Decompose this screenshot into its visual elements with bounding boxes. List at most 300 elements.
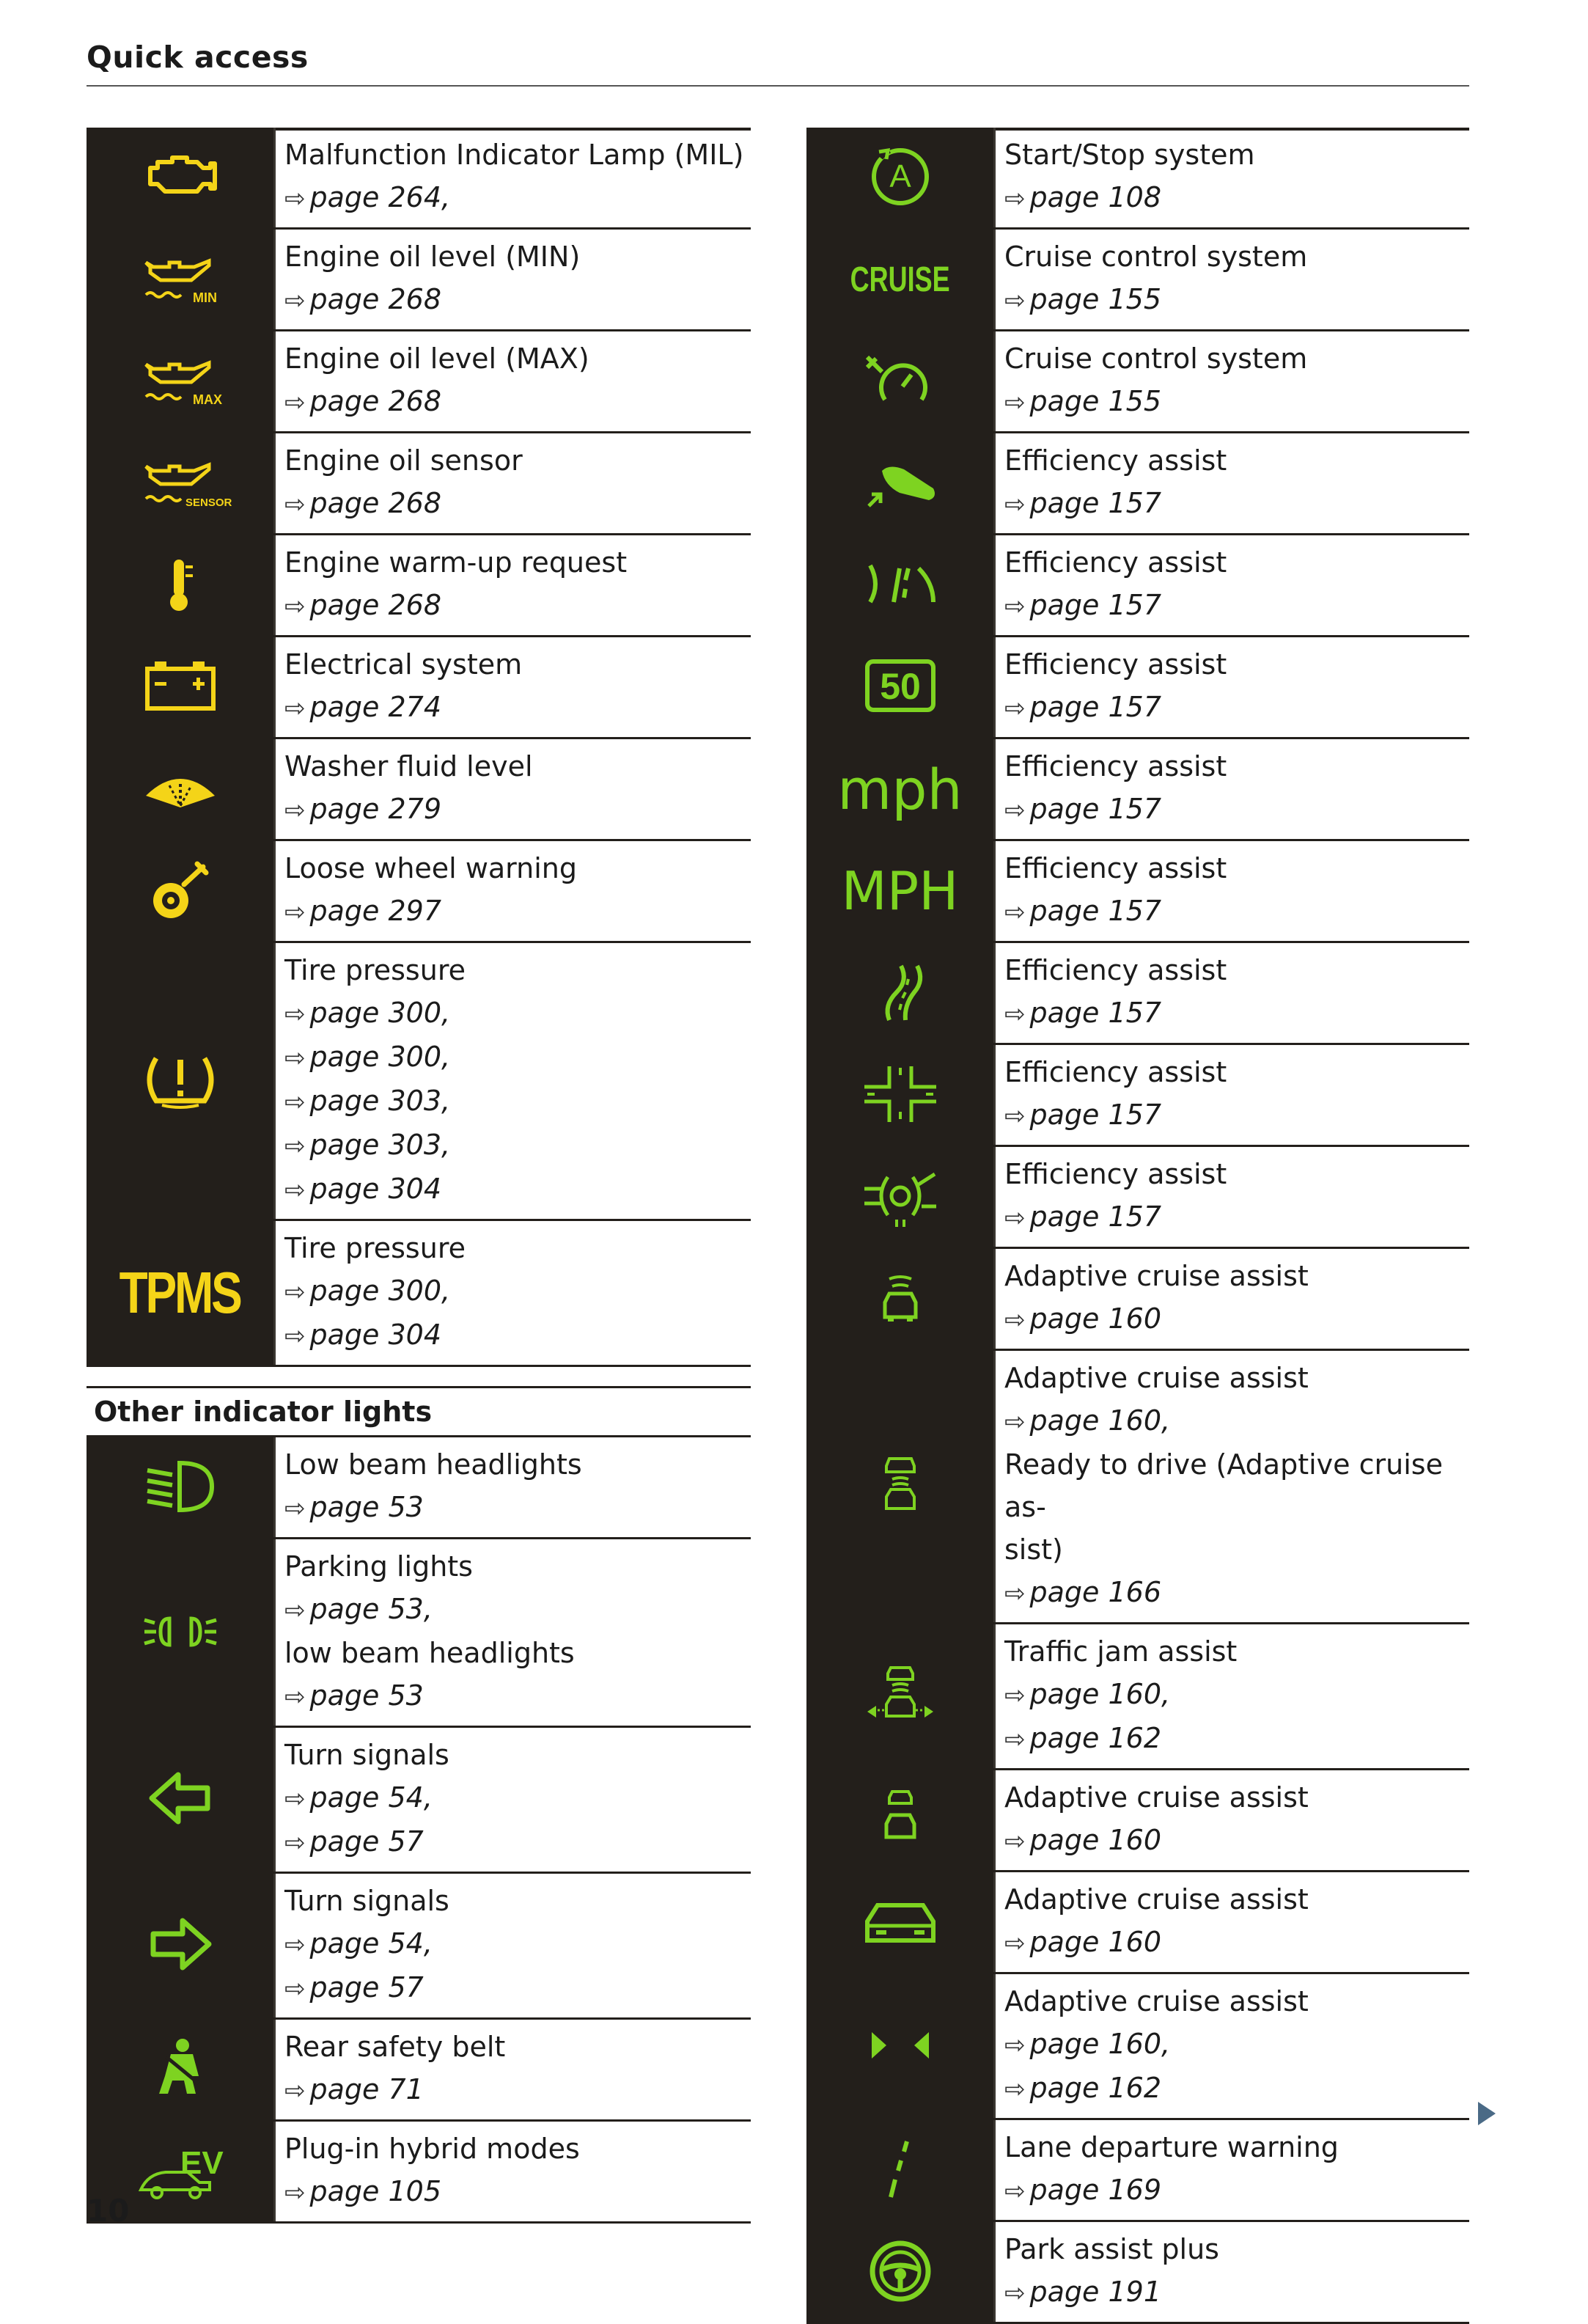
washer-fluid-icon bbox=[140, 755, 221, 824]
page-reference-text: page 54, bbox=[309, 1781, 433, 1814]
page-reference-text: page 157 bbox=[1029, 589, 1162, 621]
page-reference-link[interactable] bbox=[1004, 2169, 1469, 2213]
traffic-jam-icon bbox=[860, 1663, 941, 1729]
reference-arrow-icon: ⇨ bbox=[284, 184, 306, 213]
start-stop-icon bbox=[860, 143, 941, 212]
title-divider bbox=[87, 85, 1469, 87]
description-cell bbox=[276, 535, 751, 635]
icon-cell bbox=[87, 1874, 276, 2017]
page-reference-link[interactable] bbox=[1004, 991, 1469, 1035]
tire-pressure-icon bbox=[140, 1046, 221, 1115]
table-row bbox=[806, 1770, 1469, 1872]
page-reference-link[interactable] bbox=[1004, 482, 1469, 526]
icon-cell bbox=[806, 1770, 996, 1870]
description-text: Engine oil level (MAX) bbox=[284, 342, 589, 375]
speed-limit-50-icon bbox=[860, 653, 941, 722]
page-reference-text: page 53 bbox=[309, 1679, 424, 1712]
table-row bbox=[87, 230, 751, 331]
table-row bbox=[87, 1437, 751, 1539]
description-text: Tire pressure bbox=[284, 1232, 466, 1264]
page-reference-link[interactable] bbox=[284, 482, 751, 526]
left-column bbox=[87, 128, 751, 2224]
winding-road-icon bbox=[860, 958, 941, 1027]
reference-arrow-icon: ⇨ bbox=[284, 796, 306, 825]
cruise-text-icon: CRUISE bbox=[850, 260, 950, 299]
description-cell bbox=[276, 943, 751, 1219]
acc-car-icon bbox=[860, 1264, 941, 1333]
description-text: Loose wheel warning bbox=[284, 852, 577, 884]
page-reference-link[interactable] bbox=[284, 176, 751, 220]
description-text: Low beam headlights bbox=[284, 1448, 582, 1481]
reference-arrow-icon: ⇨ bbox=[1004, 1725, 1026, 1754]
reference-arrow-icon: ⇨ bbox=[284, 898, 306, 927]
icon-cell bbox=[806, 1624, 996, 1768]
page-reference-link[interactable] bbox=[1004, 1717, 1469, 1761]
page-reference-text: page 304 bbox=[309, 1319, 442, 1351]
page-reference-text: page 304 bbox=[309, 1173, 442, 1205]
icon-cell bbox=[87, 230, 276, 329]
page-reference-text: page 57 bbox=[309, 1825, 424, 1858]
description-cell bbox=[996, 1770, 1469, 1870]
page-reference-link[interactable] bbox=[284, 1079, 751, 1123]
reference-arrow-icon: ⇨ bbox=[1004, 1681, 1026, 1710]
section-heading-other-indicator-lights: Other indicator lights bbox=[87, 1386, 751, 1437]
turn-left-icon bbox=[140, 1765, 221, 1834]
page-reference-text: page 160 bbox=[1029, 1824, 1162, 1856]
lane-departure-icon bbox=[860, 2136, 941, 2204]
description-text: Cruise control system bbox=[1004, 342, 1308, 375]
reference-arrow-icon: ⇨ bbox=[284, 1132, 306, 1161]
icon-cell bbox=[87, 2020, 276, 2119]
table-row bbox=[87, 637, 751, 739]
page-reference-link[interactable] bbox=[1004, 1093, 1469, 1137]
table-row bbox=[806, 2120, 1469, 2222]
page-reference-link[interactable] bbox=[284, 1168, 751, 1212]
reference-arrow-icon: ⇨ bbox=[1004, 898, 1026, 927]
icon-cell bbox=[806, 230, 996, 329]
page-reference-link[interactable] bbox=[284, 380, 751, 424]
page-reference-text: page 157 bbox=[1029, 1099, 1162, 1131]
table-row bbox=[87, 1539, 751, 1728]
icon-cell bbox=[806, 2120, 996, 2220]
reference-arrow-icon: ⇨ bbox=[284, 1596, 306, 1625]
page-reference-text: page 169 bbox=[1029, 2174, 1162, 2206]
icon-cell bbox=[806, 1147, 996, 1247]
description-text: Start/Stop system bbox=[1004, 139, 1255, 171]
reference-arrow-icon: ⇨ bbox=[284, 490, 306, 519]
description-cell bbox=[996, 230, 1469, 329]
table-row bbox=[806, 637, 1469, 739]
page-reference-link[interactable] bbox=[284, 278, 751, 322]
page-reference-text: page 155 bbox=[1029, 385, 1162, 417]
icon-cell bbox=[87, 739, 276, 839]
table-row bbox=[87, 1728, 751, 1874]
page-reference-text: page 160, bbox=[1029, 1678, 1171, 1710]
page-reference-text: page 191 bbox=[1029, 2276, 1162, 2308]
description-cell bbox=[996, 1872, 1469, 1972]
description-text: Efficiency assist bbox=[1004, 1158, 1227, 1190]
table-row bbox=[87, 841, 751, 943]
efficiency-curve-icon bbox=[860, 551, 941, 620]
page-reference-link[interactable] bbox=[284, 1035, 751, 1079]
page-reference-text: page 264, bbox=[309, 181, 451, 213]
page-reference-link[interactable] bbox=[284, 1674, 751, 1718]
reference-arrow-icon: ⇨ bbox=[1004, 2075, 1026, 2104]
page-reference-link[interactable] bbox=[284, 1966, 751, 2010]
description-cell bbox=[276, 739, 751, 839]
reference-arrow-icon: ⇨ bbox=[1004, 286, 1026, 315]
page-reference-link[interactable] bbox=[284, 1123, 751, 1168]
table-row bbox=[806, 1045, 1469, 1147]
description-cell bbox=[996, 128, 1469, 227]
description-text: Cruise control system bbox=[1004, 241, 1308, 273]
page-reference-text: page 279 bbox=[309, 793, 442, 825]
description-text: Engine oil sensor bbox=[284, 444, 523, 477]
page-reference-link[interactable] bbox=[1004, 1673, 1469, 1717]
description-text: Turn signals bbox=[284, 1885, 449, 1917]
page-reference-text: page 300, bbox=[309, 1275, 451, 1307]
page-reference-link[interactable] bbox=[1004, 788, 1469, 832]
page-reference-text: page 162 bbox=[1029, 1722, 1162, 1754]
page-reference-link[interactable] bbox=[1004, 1399, 1469, 1443]
description-cell bbox=[276, 331, 751, 431]
page-reference-text: page 157 bbox=[1029, 691, 1162, 723]
table-row bbox=[806, 1249, 1469, 1351]
reference-arrow-icon: ⇨ bbox=[1004, 388, 1026, 417]
icon-cell bbox=[806, 1974, 996, 2118]
description-cell bbox=[996, 2222, 1469, 2322]
page-reference-text: page 162 bbox=[1029, 2072, 1162, 2104]
page-reference-link[interactable] bbox=[1004, 380, 1469, 424]
loose-wheel-icon bbox=[140, 857, 221, 925]
table-row bbox=[87, 535, 751, 637]
table-row bbox=[806, 1147, 1469, 1249]
icon-cell bbox=[87, 1221, 276, 1365]
icon-cell bbox=[87, 128, 276, 227]
reference-arrow-icon: ⇨ bbox=[284, 592, 306, 621]
reference-arrow-icon: ⇨ bbox=[1004, 1305, 1026, 1335]
thermometer-icon bbox=[140, 551, 221, 620]
svg-text:A: A bbox=[889, 158, 911, 194]
table-row bbox=[806, 230, 1469, 331]
page-reference-link[interactable] bbox=[1004, 2023, 1469, 2067]
description-cell bbox=[996, 943, 1469, 1043]
page-reference-text: page 157 bbox=[1029, 487, 1162, 519]
page-title: Quick access bbox=[87, 40, 309, 75]
tpms-icon: TPMS bbox=[119, 1260, 240, 1325]
description-cell bbox=[276, 637, 751, 737]
description-cell bbox=[276, 128, 751, 227]
icon-cell bbox=[806, 739, 996, 839]
description-text: Efficiency assist bbox=[1004, 852, 1227, 884]
reference-arrow-icon: ⇨ bbox=[284, 1088, 306, 1117]
table-row bbox=[87, 128, 751, 230]
description-text: Tire pressure bbox=[284, 954, 466, 986]
svg-text:EV: EV bbox=[180, 2145, 224, 2181]
page-reference-text: page 108 bbox=[1029, 181, 1162, 213]
description-text: Plug-in hybrid modes bbox=[284, 2133, 580, 2165]
page-reference-link[interactable] bbox=[284, 1776, 751, 1820]
description-text: Turn signals bbox=[284, 1739, 449, 1771]
reference-arrow-icon: ⇨ bbox=[1004, 490, 1026, 519]
description-text: Rear safety belt bbox=[284, 2031, 506, 2063]
description-text: Traffic jam assist bbox=[1004, 1635, 1238, 1668]
table-row bbox=[806, 1872, 1469, 1974]
page-reference-link[interactable] bbox=[1004, 1921, 1469, 1965]
reference-arrow-icon: ⇨ bbox=[284, 1828, 306, 1858]
page-reference-link[interactable] bbox=[284, 788, 751, 832]
acc-triangles-icon bbox=[860, 2012, 941, 2081]
battery-icon bbox=[140, 653, 221, 722]
icon-cell bbox=[87, 1437, 276, 1537]
table-row bbox=[87, 943, 751, 1221]
efficiency-foot-icon bbox=[860, 449, 941, 518]
table-row bbox=[87, 433, 751, 535]
description-cell bbox=[996, 2120, 1469, 2220]
reference-arrow-icon: ⇨ bbox=[1004, 796, 1026, 825]
reference-arrow-icon: ⇨ bbox=[284, 1974, 306, 2004]
page-reference-text: page 268 bbox=[309, 385, 442, 417]
page-reference-link[interactable] bbox=[284, 2170, 751, 2214]
page-reference-link[interactable] bbox=[1004, 176, 1469, 220]
description-text: Ready to drive (Adaptive cruise as- bbox=[1004, 1448, 1443, 1523]
page-reference-text: page 160, bbox=[1029, 1404, 1171, 1437]
table-row bbox=[87, 2020, 751, 2122]
page-reference-text: page 54, bbox=[309, 1927, 433, 1960]
description-cell bbox=[996, 1974, 1469, 2118]
icon-cell bbox=[806, 841, 996, 941]
reference-arrow-icon: ⇨ bbox=[1004, 1203, 1026, 1233]
description-text: sist) bbox=[1004, 1533, 1063, 1566]
acc-large-car-icon bbox=[860, 1888, 941, 1957]
page-reference-link[interactable] bbox=[1004, 890, 1469, 934]
icon-cell bbox=[87, 331, 276, 431]
parking-lights-icon bbox=[140, 1598, 221, 1667]
icon-cell bbox=[806, 943, 996, 1043]
table-row bbox=[87, 1874, 751, 2020]
description-cell bbox=[996, 739, 1469, 839]
page-reference-link[interactable] bbox=[284, 890, 751, 934]
page-reference-link[interactable] bbox=[1004, 1571, 1469, 1615]
roundabout-icon bbox=[860, 1162, 941, 1231]
page-reference-text: page 157 bbox=[1029, 997, 1162, 1029]
page-reference-link[interactable] bbox=[284, 1922, 751, 1966]
reference-arrow-icon: ⇨ bbox=[1004, 1000, 1026, 1029]
page-reference-text: page 297 bbox=[309, 895, 442, 927]
reference-arrow-icon: ⇨ bbox=[284, 1784, 306, 1814]
page-reference-link[interactable] bbox=[284, 1313, 751, 1357]
acc-ready-icon bbox=[860, 1451, 941, 1522]
reference-arrow-icon: ⇨ bbox=[1004, 1579, 1026, 1608]
table-row bbox=[806, 739, 1469, 841]
page-reference-link[interactable] bbox=[1004, 584, 1469, 628]
next-page-arrow-icon[interactable] bbox=[1478, 2102, 1496, 2125]
description-text: Engine warm-up request bbox=[284, 546, 628, 579]
description-cell bbox=[276, 1874, 751, 2017]
reference-arrow-icon: ⇨ bbox=[1004, 1827, 1026, 1856]
page-reference-text: page 300, bbox=[309, 997, 451, 1029]
page-reference-link[interactable] bbox=[284, 1269, 751, 1313]
description-text: Engine oil level (MIN) bbox=[284, 241, 581, 273]
page-reference-text: page 274 bbox=[309, 691, 442, 723]
icon-cell bbox=[806, 2222, 996, 2322]
page-reference-text: page 166 bbox=[1029, 1576, 1162, 1608]
page-reference-text: page 71 bbox=[309, 2073, 424, 2105]
svg-text:SENSOR: SENSOR bbox=[185, 496, 232, 509]
description-text: Efficiency assist bbox=[1004, 750, 1227, 782]
engine-warning-icon bbox=[140, 143, 221, 212]
page-reference-text: page 268 bbox=[309, 283, 442, 315]
description-text: Adaptive cruise assist bbox=[1004, 1781, 1309, 1814]
page-reference-text: page 160 bbox=[1029, 1302, 1162, 1335]
table-row bbox=[806, 128, 1469, 230]
table-row bbox=[806, 943, 1469, 1045]
table-row bbox=[87, 2122, 751, 2224]
description-cell bbox=[996, 433, 1469, 533]
reference-arrow-icon: ⇨ bbox=[1004, 592, 1026, 621]
table-row bbox=[806, 535, 1469, 637]
page-reference-link[interactable] bbox=[1004, 278, 1469, 322]
page-reference-text: page 268 bbox=[309, 589, 442, 621]
icon-cell bbox=[806, 128, 996, 227]
table-row bbox=[806, 433, 1469, 535]
description-text: Efficiency assist bbox=[1004, 546, 1227, 579]
page-reference-text: page 268 bbox=[309, 487, 442, 519]
description-text: low beam headlights bbox=[284, 1637, 575, 1669]
reference-arrow-icon: ⇨ bbox=[1004, 2279, 1026, 2308]
page-reference-text: page 105 bbox=[309, 2175, 442, 2207]
svg-text:MIN: MIN bbox=[192, 290, 217, 305]
description-cell bbox=[276, 2020, 751, 2119]
table-row bbox=[806, 1974, 1469, 2120]
icon-cell bbox=[806, 1872, 996, 1972]
table-row bbox=[806, 1351, 1469, 1624]
table-row bbox=[806, 331, 1469, 433]
table-row bbox=[87, 739, 751, 841]
cruise-speedometer-icon bbox=[860, 347, 941, 416]
page-reference-link[interactable] bbox=[1004, 686, 1469, 730]
steering-wheel-icon bbox=[860, 2237, 941, 2306]
icon-cell bbox=[87, 535, 276, 635]
page-reference-text: page 157 bbox=[1029, 1201, 1162, 1233]
description-cell bbox=[996, 1045, 1469, 1145]
reference-arrow-icon: ⇨ bbox=[284, 1278, 306, 1307]
acc-two-cars-icon bbox=[860, 1786, 941, 1855]
page-reference-text: page 157 bbox=[1029, 793, 1162, 825]
turn-right-icon bbox=[140, 1911, 221, 1980]
description-cell bbox=[996, 841, 1469, 941]
reference-arrow-icon: ⇨ bbox=[284, 1044, 306, 1073]
reference-arrow-icon: ⇨ bbox=[284, 1494, 306, 1523]
reference-arrow-icon: ⇨ bbox=[1004, 1101, 1026, 1131]
description-text: Parking lights bbox=[284, 1550, 473, 1583]
description-text: Malfunction Indicator Lamp (MIL) bbox=[284, 139, 744, 171]
reference-arrow-icon: ⇨ bbox=[284, 1930, 306, 1960]
page-reference-link[interactable] bbox=[1004, 1819, 1469, 1863]
page-reference-text: page 300, bbox=[309, 1041, 451, 1073]
description-cell bbox=[996, 1147, 1469, 1247]
description-text: Park assist plus bbox=[1004, 2233, 1219, 2265]
right-column bbox=[806, 128, 1469, 2324]
icon-cell bbox=[87, 943, 276, 1219]
description-text: Adaptive cruise assist bbox=[1004, 1260, 1309, 1292]
description-cell bbox=[276, 2122, 751, 2221]
icon-cell bbox=[87, 841, 276, 941]
page-reference-link[interactable] bbox=[284, 1588, 751, 1632]
description-text: Efficiency assist bbox=[1004, 954, 1227, 986]
reference-arrow-icon: ⇨ bbox=[284, 388, 306, 417]
description-cell bbox=[276, 230, 751, 329]
low-beam-icon bbox=[140, 1453, 221, 1522]
description-text: Adaptive cruise assist bbox=[1004, 1883, 1309, 1916]
icon-cell bbox=[806, 535, 996, 635]
description-cell bbox=[276, 1437, 751, 1537]
reference-arrow-icon: ⇨ bbox=[1004, 1407, 1026, 1437]
page-reference-text: page 160 bbox=[1029, 1926, 1162, 1958]
description-cell bbox=[996, 1351, 1469, 1622]
page-reference-link[interactable] bbox=[1004, 1195, 1469, 1239]
description-text: Washer fluid level bbox=[284, 750, 533, 782]
page-reference-link[interactable] bbox=[284, 1486, 751, 1530]
svg-text:MAX: MAX bbox=[192, 392, 222, 407]
icon-cell bbox=[87, 1728, 276, 1872]
mph-lower-icon: mph bbox=[837, 756, 963, 822]
description-text: Adaptive cruise assist bbox=[1004, 1362, 1309, 1394]
oil-can-min-icon bbox=[140, 245, 221, 314]
oil-can-max-icon bbox=[140, 347, 221, 416]
page-reference-link[interactable] bbox=[1004, 2067, 1469, 2111]
page-number: 10 bbox=[87, 2193, 130, 2229]
table-row bbox=[806, 1624, 1469, 1770]
page-reference-text: page 303, bbox=[309, 1085, 451, 1117]
description-text: Efficiency assist bbox=[1004, 648, 1227, 681]
reference-arrow-icon: ⇨ bbox=[1004, 2177, 1026, 2206]
page-reference-link[interactable] bbox=[284, 1820, 751, 1864]
description-text: Efficiency assist bbox=[1004, 1056, 1227, 1088]
description-cell bbox=[996, 637, 1469, 737]
icon-cell bbox=[806, 1351, 996, 1622]
description-text: Adaptive cruise assist bbox=[1004, 1985, 1309, 2017]
page-reference-link[interactable] bbox=[284, 991, 751, 1035]
page-reference-link[interactable] bbox=[1004, 2270, 1469, 2314]
page-reference-link[interactable] bbox=[1004, 1297, 1469, 1341]
description-cell bbox=[276, 1539, 751, 1726]
page-reference-text: page 53, bbox=[309, 1593, 433, 1625]
page-reference-text: page 303, bbox=[309, 1129, 451, 1161]
reference-arrow-icon: ⇨ bbox=[284, 1000, 306, 1029]
reference-arrow-icon: ⇨ bbox=[284, 2076, 306, 2105]
ev-mode-icon bbox=[136, 2137, 224, 2206]
reference-arrow-icon: ⇨ bbox=[1004, 1929, 1026, 1958]
description-cell bbox=[996, 1249, 1469, 1349]
description-text: Electrical system bbox=[284, 648, 523, 681]
page-reference-text: page 57 bbox=[309, 1971, 424, 2004]
description-cell bbox=[996, 535, 1469, 635]
reference-arrow-icon: ⇨ bbox=[1004, 184, 1026, 213]
page-reference-text: page 53 bbox=[309, 1491, 424, 1523]
table-row bbox=[806, 2222, 1469, 2324]
page-reference-link[interactable] bbox=[284, 584, 751, 628]
description-cell bbox=[996, 331, 1469, 431]
page-reference-link[interactable] bbox=[284, 2068, 751, 2112]
description-cell bbox=[276, 1728, 751, 1872]
reference-arrow-icon: ⇨ bbox=[284, 1682, 306, 1712]
page-reference-link[interactable] bbox=[284, 686, 751, 730]
icon-cell bbox=[806, 331, 996, 431]
icon-cell bbox=[806, 433, 996, 533]
icon-cell bbox=[87, 1539, 276, 1726]
description-text: Efficiency assist bbox=[1004, 444, 1227, 477]
